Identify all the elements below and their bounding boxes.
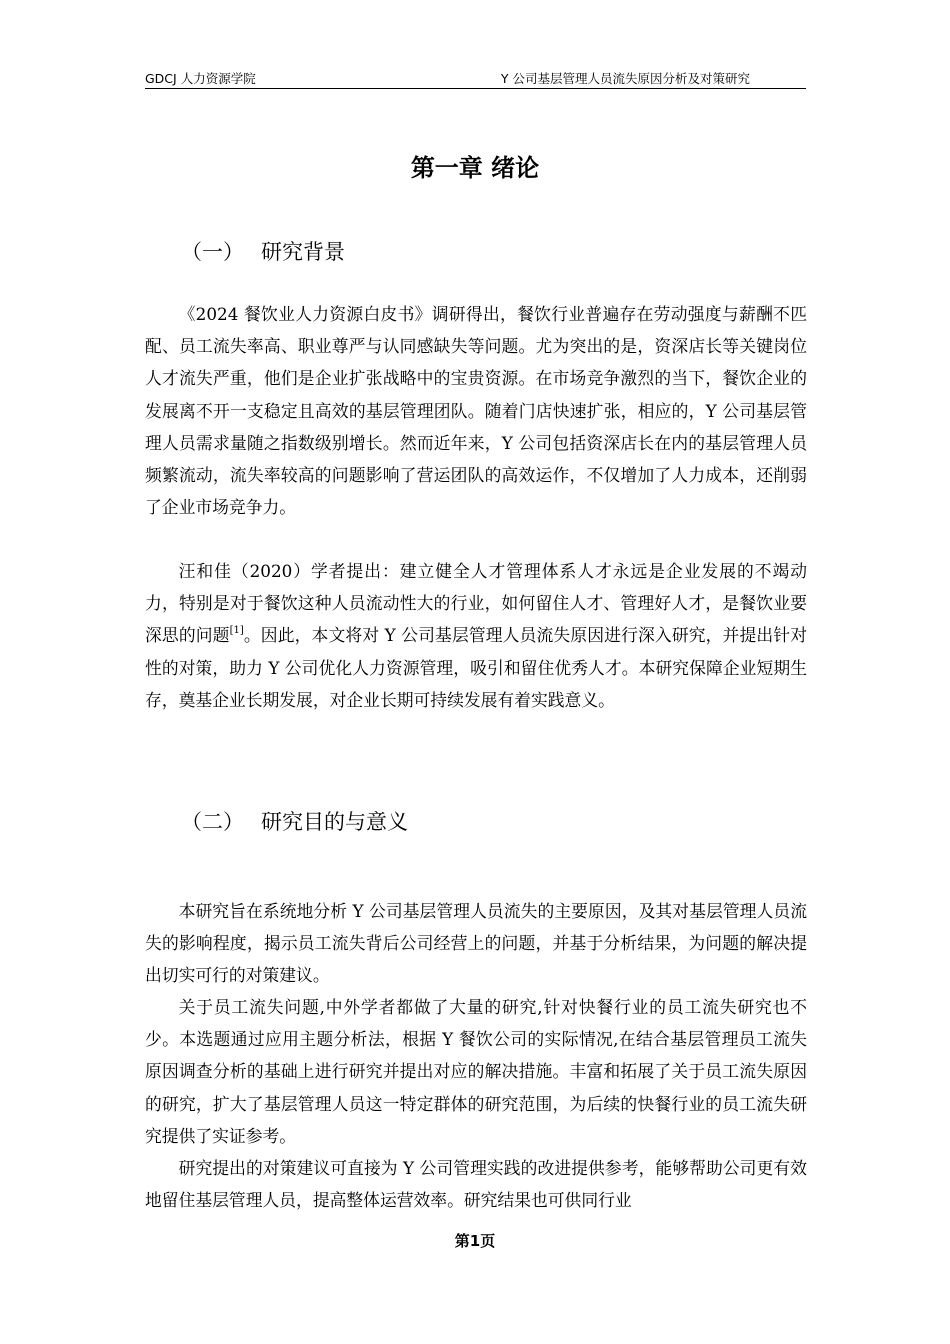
section-heading-background xyxy=(181,236,345,266)
paragraph-text: 汪和佳（2020）学者提出：建立健全人才管理体系人才永远是企业发展的不竭动力，特别是对于餐饮这种人员流动性大的行业，如何留住人才、管理好人才，是餐饮业要深思的问题 xyxy=(145,561,807,646)
section-title: 研究目的与意义 xyxy=(261,810,408,834)
page-number: 第1页 xyxy=(454,1232,496,1250)
citation-ref[interactable]: [1] xyxy=(229,625,244,637)
paragraph-purpose-2: 关于员工流失问题,中外学者都做了大量的研究,针对快餐行业的员工流失研究也不少。本选题通过应用主题分析法，根据 Y 餐饮公司的实际情况,在结合基层管理员工流失原因调查分析的基础上进行研究并提出对应的解决措施。丰富和拓展了关于员工流失原因的研究，扩大了基层管理人员这一特定群体的研究范围，为后续的快餐行业的员工流失研究提供了实证参考。 xyxy=(145,997,807,1146)
paragraph-background-2 xyxy=(145,555,807,716)
page-header xyxy=(145,66,806,89)
header-thesis-title: Y 公司基层管理人员流失原因分析及对策研究 xyxy=(500,71,750,86)
section-heading-purpose xyxy=(181,806,408,836)
section-number: （二） xyxy=(181,810,244,834)
paragraph-purpose-3: 研究提出的对策建议可直接为 Y 公司管理实践的改进提供参考，能够帮助公司更有效地留住基层管理人员，提高整体运营效率。研究结果也可供同行业 xyxy=(145,1158,807,1211)
header-school: GDCJ 人力资源学院 xyxy=(145,71,256,86)
chapter-title: 第一章 绪论 xyxy=(410,154,540,182)
paragraph-background-1: 《2024 餐饮业人力资源白皮书》调研得出，餐饮行业普遍存在劳动强度与薪酬不匹配、员工流失率高、职业尊严与认同感缺失等问题。尤为突出的是，资深店长等关键岗位人才流失严重，他们是企业扩张战略中的宝贵资源。在市场竞争激烈的当下，餐饮企业的发展离不开一支稳定且高效的基层管理团队。随着门店快速扩张，相应的，Y 公司基层管理人员需求量随之指数级别增长。然而近年来，Y 公司包括资深店长在内的基层管理人员频繁流动，流失率较高的问题影响了营运团队的高效运作，不仅增加了人力成本，还削弱了企业市场竞争力。 xyxy=(145,304,807,518)
paragraph-text: 。因此，本文将对 Y 公司基层管理人员流失原因进行深入研究，并提出针对性的对策，助力 Y 公司优化人力资源管理，吸引和留住优秀人才。本研究保障企业短期生存，奠基企业长期发展，对企业长期可持续发展有着实践意义。 xyxy=(145,625,807,710)
section-title: 研究背景 xyxy=(261,240,345,264)
paragraph-purpose-1: 本研究旨在系统地分析 Y 公司基层管理人员流失的主要原因，及其对基层管理人员流失的影响程度，揭示员工流失背后公司经营上的问题，并基于分析结果，为问题的解决提出切实可行的对策建议。 xyxy=(145,901,807,986)
section-number: （一） xyxy=(181,240,244,264)
